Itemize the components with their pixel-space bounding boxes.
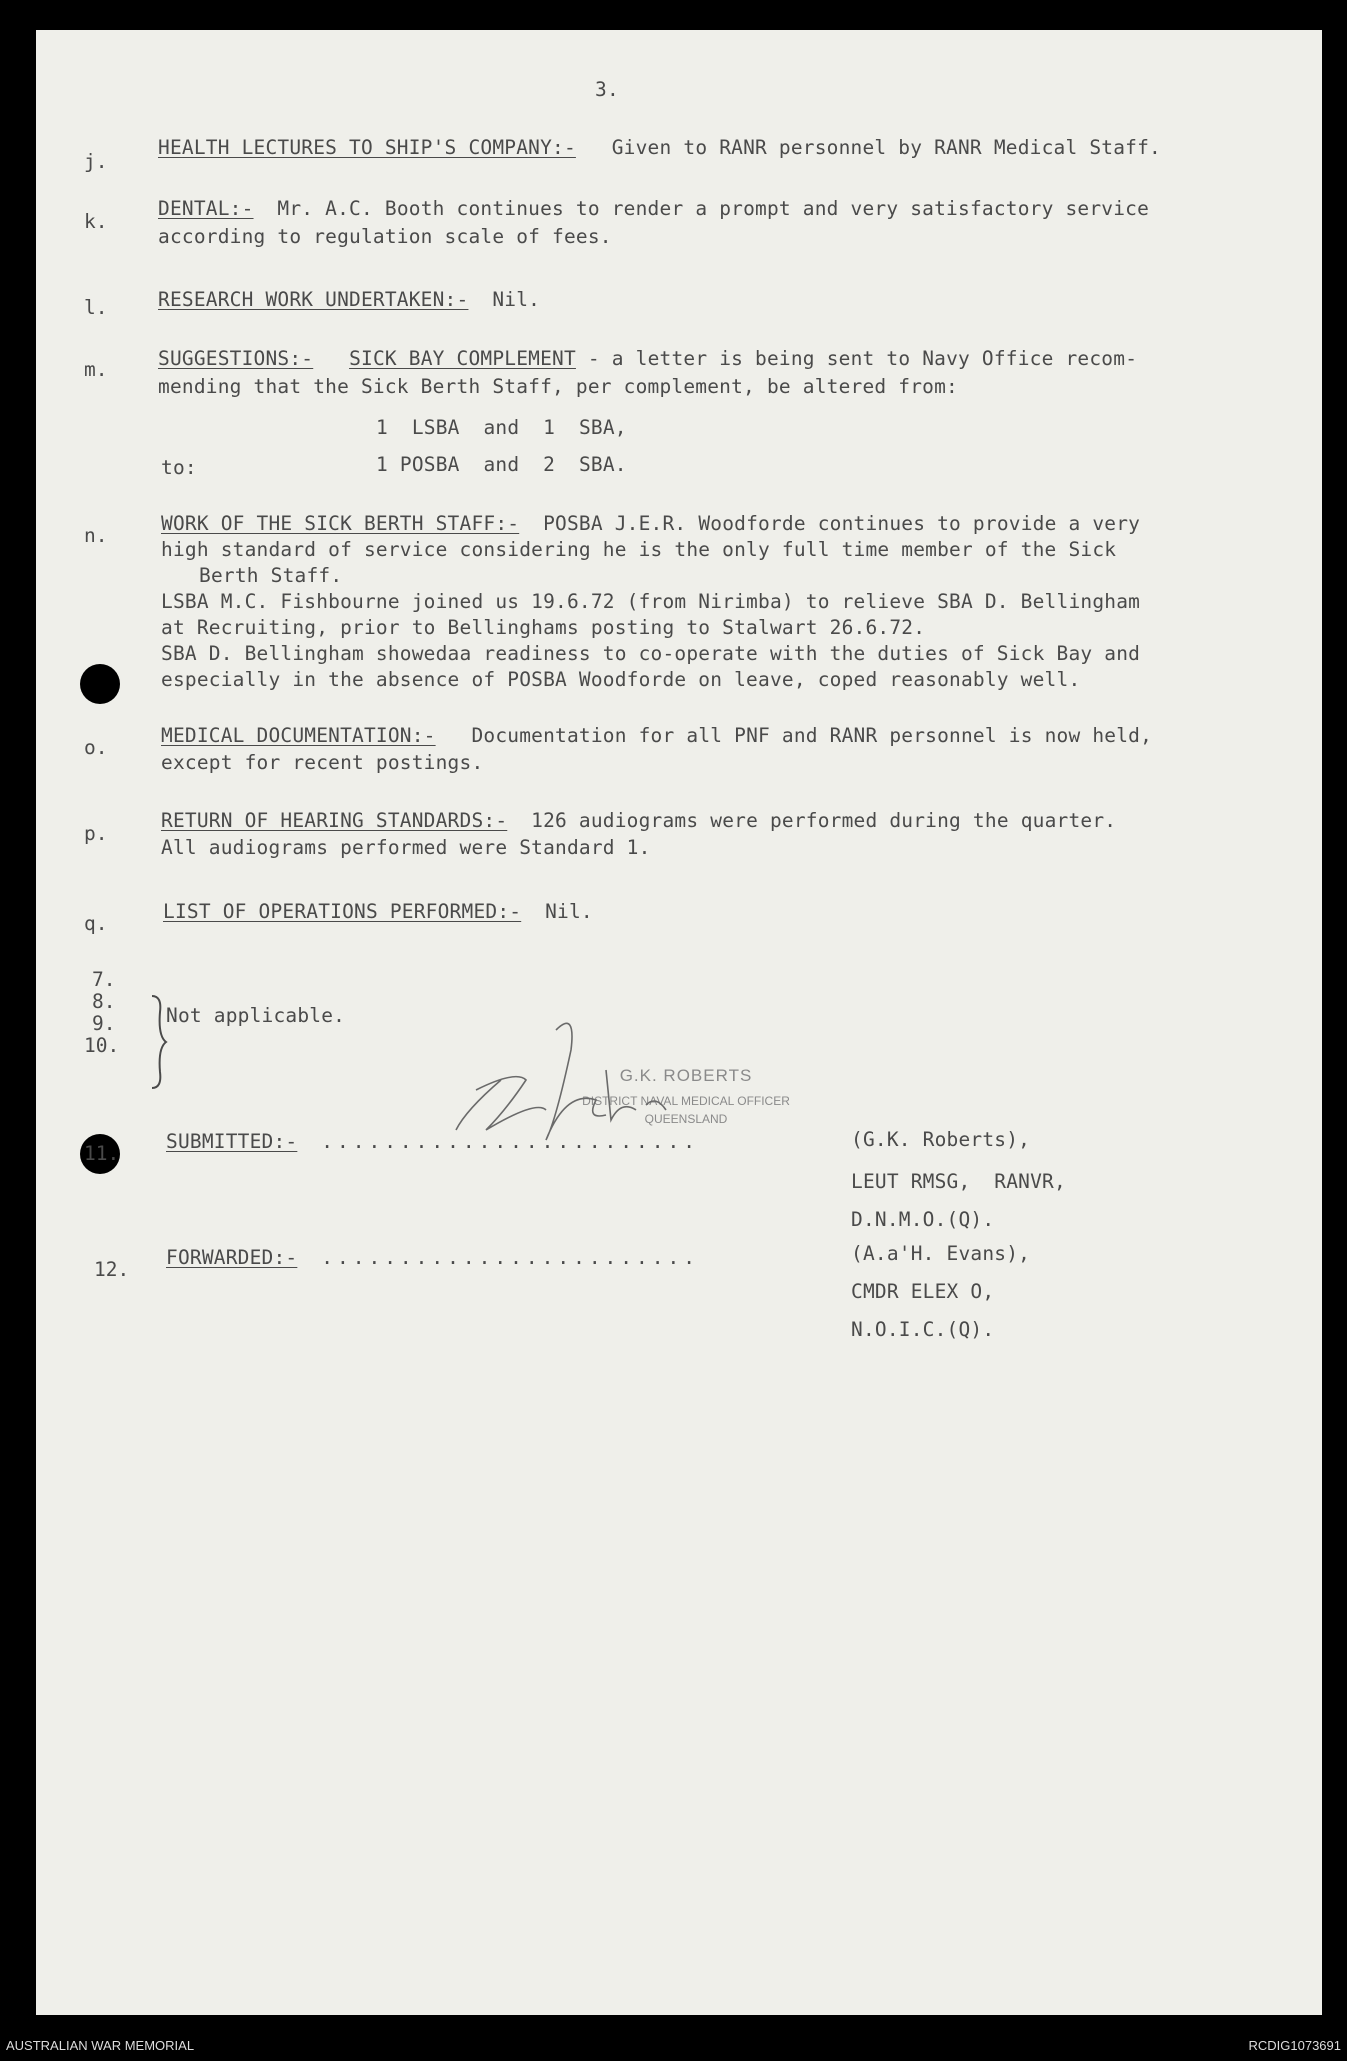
subheading-sick-bay-complement: SICK BAY COMPLEMENT (349, 347, 576, 370)
item-n-line6: SBA D. Bellingham showedaa readiness to co-operate with the duties of Sick Bay and (161, 642, 1141, 665)
submitted-rank: LEUT RMSG, RANVR, (851, 1170, 1066, 1193)
item-j (158, 134, 1161, 162)
item-n-line4: LSBA M.C. Fishbourne joined us 19.6.72 (from Nirimba) to relieve SBA D. Bellingham (161, 590, 1141, 613)
section-label-10: 10. (84, 1034, 120, 1057)
item-l (158, 286, 540, 314)
item-q (163, 898, 593, 926)
submitted-name: (G.K. Roberts), (851, 1128, 1031, 1151)
item-l-text: Nil. (492, 288, 541, 311)
item-m-line1: - a letter is being sent to Navy Office recom- (587, 347, 1138, 370)
item-p (161, 807, 1116, 835)
item-m-to-label: to: (161, 456, 197, 479)
stamp-name: G.K. ROBERTS (619, 1066, 753, 1085)
item-m-line2: mending that the Sick Berth Staff, per complement, be altered from: (158, 375, 958, 398)
item-label-l: l. (84, 296, 108, 319)
forwarded-heading (166, 1244, 699, 1272)
footer-right: RCDIG1073691 (1248, 2038, 1341, 2053)
item-k-line2: according to regulation scale of fees. (158, 225, 612, 248)
item-p-line1: 126 audiograms were performed during the quarter. (531, 809, 1117, 832)
submitted-label: SUBMITTED:- (166, 1130, 298, 1153)
item-label-k: k. (84, 210, 108, 233)
heading-suggestions: SUGGESTIONS:- (158, 347, 314, 370)
item-m-to-value: 1 POSBA and 2 SBA. (376, 453, 627, 476)
item-o-line1: Documentation for all PNF and RANR personnel is now held, (471, 724, 1153, 747)
heading-work-sick-berth: WORK OF THE SICK BERTH STAFF:- (161, 512, 520, 535)
item-label-o: o. (84, 736, 108, 759)
heading-medical-documentation: MEDICAL DOCUMENTATION:- (161, 724, 436, 747)
footer-left: AUSTRALIAN WAR MEMORIAL (6, 2038, 195, 2053)
item-o-line2: except for recent postings. (161, 751, 484, 774)
item-label-p: p. (84, 822, 108, 845)
forwarded-rank: CMDR ELEX O, (851, 1280, 995, 1303)
item-n-line2: high standard of service considering he is the only full time member of the Sick (161, 538, 1117, 561)
item-label-n: n. (84, 524, 108, 547)
item-m (158, 345, 1137, 373)
item-o (161, 722, 1152, 750)
submitted-office: D.N.M.O.(Q). (851, 1208, 995, 1231)
item-label-m: m. (84, 358, 108, 381)
item-k (158, 195, 1149, 223)
item-n (161, 510, 1140, 538)
stamp-region: QUEENSLAND (644, 1112, 728, 1126)
section-label-11: 11. (84, 1142, 120, 1165)
heading-health-lectures: HEALTH LECTURES TO SHIP'S COMPANY:- (158, 136, 576, 159)
section-label-12: 12. (94, 1258, 130, 1281)
item-m-from-value: 1 LSBA and 1 SBA, (376, 416, 627, 439)
heading-return-hearing: RETURN OF HEARING STANDARDS:- (161, 809, 508, 832)
item-n-line7: especially in the absence of POSBA Woodforde on leave, coped reasonably well. (161, 668, 1081, 691)
item-p-line2: All audiograms performed were Standard 1. (161, 836, 651, 859)
stamp-office: DISTRICT NAVAL MEDICAL OFFICER (582, 1094, 790, 1108)
forwarded-name: (A.a'H. Evans), (851, 1242, 1031, 1265)
item-q-text: Nil. (545, 900, 593, 923)
page-number: 3. (595, 78, 619, 101)
item-n-line5: at Recruiting, prior to Bellinghams posting to Stalwart 26.6.72. (161, 616, 926, 639)
document-page (36, 30, 1322, 2015)
heading-research: RESEARCH WORK UNDERTAKEN:- (158, 288, 469, 311)
not-applicable-text: Not applicable. (166, 1004, 346, 1027)
punch-hole-top (80, 664, 120, 704)
item-j-text: Given to RANR personnel by RANR Medical Staff. (611, 136, 1161, 159)
item-k-line1: Mr. A.C. Booth continues to render a prompt and very satisfactory service (277, 197, 1150, 220)
section-label-9: 9. (92, 1012, 116, 1035)
item-label-q: q. (84, 912, 108, 935)
item-n-line1: POSBA J.E.R. Woodforde continues to provide a very (543, 512, 1141, 535)
section-label-8: 8. (92, 990, 116, 1013)
item-label-j: j. (84, 150, 108, 173)
forwarded-office: N.O.I.C.(Q). (851, 1318, 995, 1341)
section-label-7: 7. (92, 968, 116, 991)
submitted-heading (166, 1128, 699, 1156)
heading-list-operations: LIST OF OPERATIONS PERFORMED:- (163, 900, 522, 923)
submitted-dots: ........................ (321, 1130, 699, 1153)
forwarded-dots: ........................ (321, 1246, 699, 1269)
item-n-line3: Berth Staff. (199, 564, 343, 587)
heading-dental: DENTAL:- (158, 197, 254, 220)
forwarded-label: FORWARDED:- (166, 1246, 298, 1269)
